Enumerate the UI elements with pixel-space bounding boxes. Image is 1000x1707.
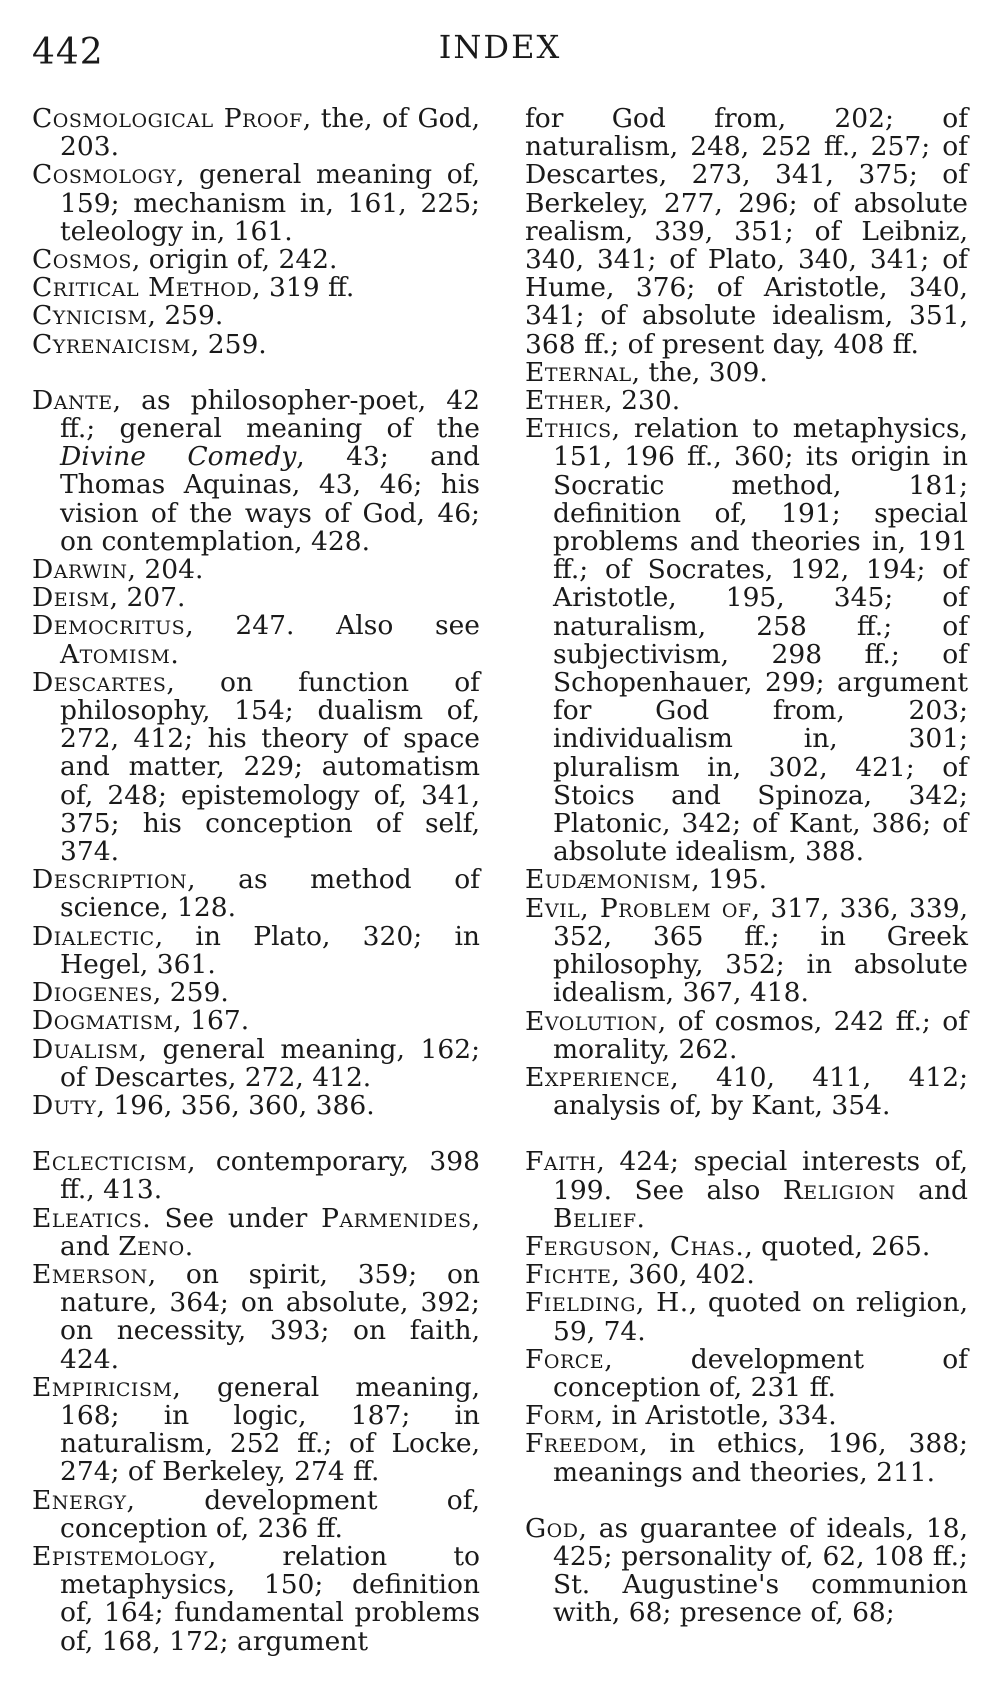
entry-headword: Descartes: [32, 666, 167, 698]
entry-headword: Epistemology: [32, 1540, 208, 1572]
index-entry: [32, 1202, 480, 1262]
entry-headword: Cyrenaicism: [32, 328, 191, 360]
entry-text: , origin of, 242.: [131, 244, 338, 276]
index-entry: [32, 161, 480, 246]
index-entry: [525, 1230, 968, 1262]
index-entry: [32, 866, 480, 922]
entry-text: , in ethics, 196, 388; meanings and theories, 211.: [553, 1428, 968, 1488]
entry-text: , as method of science, 128.: [60, 864, 480, 924]
right-index-column: [525, 105, 968, 1628]
entry-headword: Evolution: [525, 1005, 658, 1037]
index-entry: [525, 1261, 968, 1289]
page-header: [32, 22, 968, 82]
entry-text: , development of, conception of, 236 ff.: [60, 1484, 480, 1544]
index-entry: [525, 387, 968, 415]
entry-text: , 410, 411, 412; analysis of, by Kant, 354.: [553, 1061, 968, 1122]
entry-text: , the, of God, 203.: [60, 103, 480, 163]
entry-text: , 259.: [190, 328, 267, 360]
entry-headword: Duty: [32, 1089, 97, 1121]
entry-italic-title: Divine Comedy: [60, 441, 297, 473]
entry-headword: Cosmology: [32, 159, 176, 191]
entry-text: , 259.: [147, 300, 224, 332]
entry-text: , 230.: [604, 385, 681, 417]
index-entry: [32, 556, 480, 584]
entry-headword: Eudæmonism: [525, 864, 692, 896]
entry-text: , 319 ff.: [252, 272, 355, 304]
entry-headword: Fichte: [525, 1259, 612, 1291]
entry-text: , of cosmos, 242 ff.; of morality, 262.: [553, 1005, 968, 1065]
index-entry: [525, 415, 968, 866]
entry-text: . See under: [142, 1202, 322, 1234]
entry-headword: Ether: [525, 385, 605, 417]
entry-headword: Emerson: [32, 1258, 148, 1290]
entry-headword: Critical Method: [32, 272, 253, 304]
index-entry: [32, 105, 480, 161]
index-entry: [32, 1540, 480, 1657]
index-entry: [32, 612, 480, 668]
entry-cross-reference: Parmenides: [321, 1202, 472, 1234]
entry-text: , in Plato, 320; in Hegel, 361.: [60, 920, 480, 980]
entry-cross-reference: Religion: [782, 1174, 896, 1206]
entry-text: , in Aristotle, 334.: [594, 1400, 837, 1432]
entry-headword: Eclecticism: [32, 1146, 188, 1178]
index-entry: [32, 246, 480, 274]
index-entry: [525, 1430, 968, 1486]
entry-text: for God from, 202; of naturalism, 248, 252 ff., 257; of Descartes, 273, 341, 375; of Berkeley, 277, 296; of absolute realism, 339, 351; of Leibniz, 340, 341; of Plato, 340, 341; of Hume, 376; of Aristotle, 340, 341; of absolute idealism, 351, 368 ff.; of present day, 408 ff.: [525, 103, 968, 360]
entry-text: , 247. Also see: [185, 610, 480, 642]
entry-text: , contemporary, 398 ff., 413.: [60, 1146, 480, 1206]
index-entry: [525, 1005, 968, 1065]
left-index-column: [32, 105, 480, 1656]
entry-text: , quoted, 265.: [744, 1230, 931, 1262]
entry-headword: Deism: [32, 582, 110, 614]
entry-text: , 207.: [109, 582, 186, 614]
entry-text: , 360, 402.: [611, 1259, 755, 1291]
entry-headword: Diogenes: [32, 977, 153, 1009]
entry-text: , relation to metaphysics, 151, 196 ff., 360; its origin in Socratic method, 181; definition of, 191; special problems and theories in, 191 ff.; of Socrates, 192, 194; of Aristotle, 195, 345; of naturalism, 258 ff.; of subjectivism, 298 ff.; of Schopenhauer, 299; argument for God from, 203; individualism in, 301; pluralism in, 302, 421; of Stoics and Spinoza, 342; Platonic, 342; of Kant, 386; of absolute idealism, 388.: [553, 413, 968, 868]
entry-text: , general meaning, 168; in logic, 187; in naturalism, 252 ff.; of Locke, 274; of Berkeley, 274 ff.: [60, 1371, 480, 1488]
index-entry: [32, 328, 480, 360]
page-number: 442: [32, 32, 104, 73]
index-entry: [32, 1258, 480, 1375]
entry-headword: Faith: [525, 1146, 597, 1178]
entry-headword: Evil, Problem of: [525, 892, 752, 924]
entry-headword: Experience: [525, 1061, 671, 1093]
entry-cross-reference: Zeno: [118, 1230, 185, 1262]
entry-text: , as philosopher-poet, 42 ff.; general meaning of the: [60, 384, 480, 445]
entry-headword: God: [525, 1512, 579, 1544]
index-entry: [525, 866, 968, 894]
index-entry: [525, 1148, 968, 1233]
entry-text: , relation to metaphysics, 150; definition of, 164; fundamental problems of, 168, 172; argument: [60, 1540, 480, 1657]
index-entry: [525, 1289, 968, 1345]
entry-headword: Dogmatism: [32, 1005, 174, 1037]
entry-cross-reference: Belief: [553, 1202, 637, 1234]
entry-headword: Description: [32, 864, 188, 896]
entry-text: , on spirit, 359; on nature, 364; on absolute, 392; on necessity, 393; on faith, 424.: [60, 1258, 480, 1375]
index-entry: [32, 979, 480, 1007]
entry-text: , the, 309.: [631, 356, 768, 388]
entry-text: and: [895, 1174, 968, 1206]
entry-text: , 195.: [691, 864, 768, 896]
entry-text: .: [184, 1230, 194, 1262]
entry-headword: Darwin: [32, 554, 128, 586]
entry-headword: Democritus: [32, 610, 186, 642]
index-entry: [32, 384, 480, 557]
index-entry: [525, 356, 968, 388]
index-entry: [32, 274, 480, 302]
entry-headword: Freedom: [525, 1428, 640, 1460]
index-entry: [32, 1007, 480, 1035]
entry-text: .: [170, 638, 179, 670]
index-entry: [32, 1033, 480, 1093]
index-entry: [32, 1148, 480, 1204]
page-title: INDEX: [438, 28, 562, 66]
entry-headword: Eternal: [525, 356, 632, 388]
index-entry: [525, 892, 968, 1009]
entry-text: .: [636, 1202, 645, 1234]
index-entry: [32, 302, 480, 330]
entry-headword: Cosmological Proof: [32, 103, 303, 134]
index-entry: [32, 1484, 480, 1544]
index-entry: [525, 1343, 968, 1403]
entry-headword: Energy: [32, 1484, 127, 1516]
entry-headword: Eleatics: [32, 1202, 143, 1234]
entry-text: , 43; and Thomas Aquinas, 43, 46; his vision of the ways of God, 46; on contemplation, 428.: [60, 441, 480, 557]
entry-headword: Empiricism: [32, 1371, 173, 1403]
entry-text: , and: [60, 1202, 480, 1262]
entry-headword: Dualism: [32, 1033, 139, 1065]
entry-headword: Dante: [32, 384, 113, 416]
index-entry: [525, 1402, 968, 1430]
entry-headword: Ferguson, Chas.: [525, 1230, 745, 1262]
entry-text: , 196, 356, 360, 386.: [96, 1089, 375, 1121]
entry-headword: Fielding, H.: [525, 1287, 689, 1319]
index-entry: [32, 1371, 480, 1488]
index-entry: [32, 1089, 480, 1121]
index-entry: [32, 666, 480, 868]
entry-text: , 167.: [173, 1005, 250, 1037]
entry-headword: Ethics: [525, 413, 612, 445]
entry-headword: Dialectic: [32, 920, 155, 952]
index-entry: [32, 584, 480, 612]
entry-cross-reference: Atomism: [60, 638, 171, 670]
entry-text: , 424; special interests of, 199. See also: [553, 1146, 968, 1206]
index-entry: [525, 1512, 968, 1629]
entry-text: , on function of philosophy, 154; dualism of, 272, 412; his theory of space and matter, 229; automatism of, 248; epistemology of, 341, 375; his conception of self, 374.: [60, 666, 480, 868]
index-entry: [525, 105, 968, 359]
index-entry: [525, 1061, 968, 1122]
entry-headword: Force: [525, 1343, 605, 1375]
entry-text: , 204.: [127, 554, 204, 586]
entry-text: , 259.: [152, 977, 229, 1009]
entry-headword: Cynicism: [32, 300, 148, 332]
entry-text: , as guarantee of ideals, 18, 425; personality of, 62, 108 ff.; St. Augustine's communion with, 68; presence of, 68;: [553, 1512, 968, 1629]
entry-text: , 317, 336, 339, 352, 365 ff.; in Greek philosophy, 352; in absolute idealism, 367, 418.: [553, 892, 968, 1009]
entry-text: , general meaning of, 159; mechanism in, 161, 225; teleology in, 161.: [60, 159, 480, 247]
index-entry: [32, 920, 480, 980]
entry-headword: Form: [525, 1400, 595, 1432]
entry-text: , general meaning, 162; of Descartes, 272, 412.: [60, 1033, 480, 1093]
entry-text: , development of conception of, 231 ff.: [553, 1343, 968, 1403]
entry-headword: Cosmos: [32, 244, 132, 276]
entry-text: , quoted on religion, 59, 74.: [553, 1287, 968, 1347]
